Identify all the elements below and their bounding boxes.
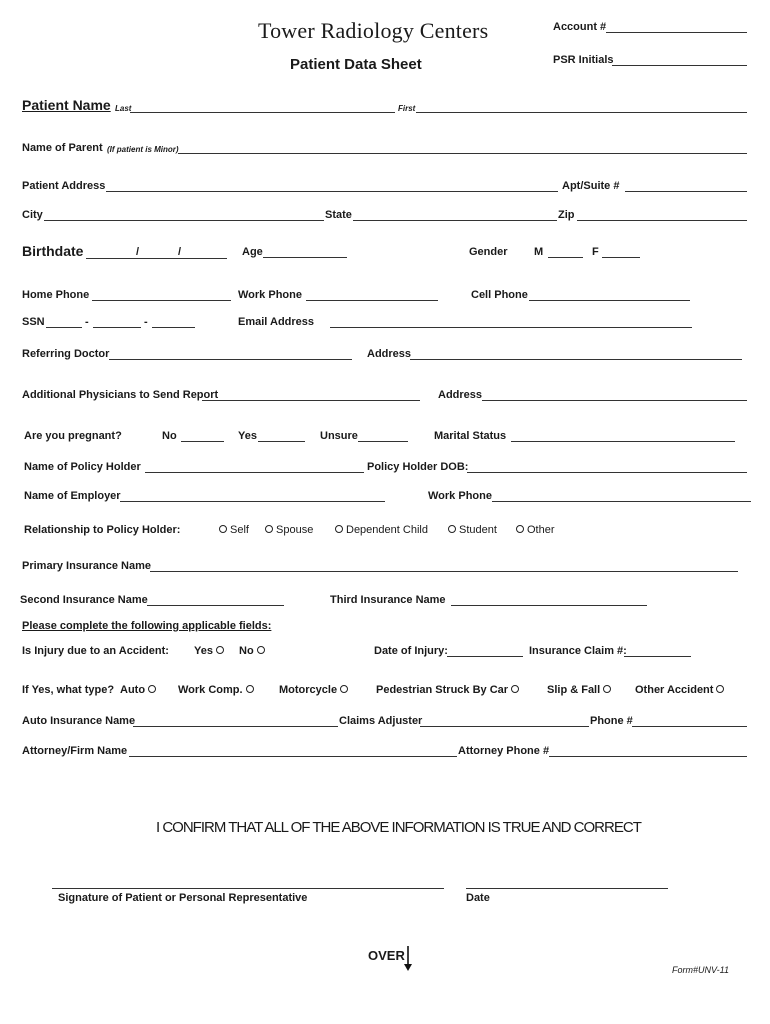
signature-label: Signature of Patient or Personal Representative	[58, 892, 308, 904]
attorney-label: Attorney/Firm Name	[22, 745, 128, 757]
claims-adjuster-field[interactable]	[420, 726, 589, 727]
city-label: City	[22, 209, 43, 221]
zip-label: Zip	[558, 209, 575, 221]
type-other-accident[interactable]: Other Accident	[635, 683, 727, 697]
employer-label: Name of Employer	[24, 490, 121, 502]
over-label: OVER	[368, 948, 405, 963]
additional-physicians-field[interactable]	[202, 400, 420, 401]
pregnant-no-field[interactable]	[181, 441, 224, 442]
policy-holder-field[interactable]	[145, 472, 364, 473]
apt-label: Apt/Suite #	[562, 180, 620, 192]
pregnant-label: Are you pregnant?	[24, 430, 122, 442]
referring-doctor-label: Referring Doctor	[22, 348, 110, 360]
ssn-label: SSN	[22, 316, 45, 328]
phone-field[interactable]	[632, 726, 747, 727]
dash-1: -	[85, 316, 89, 328]
primary-ins-label: Primary Insurance Name	[22, 560, 152, 572]
rel-student[interactable]: Student	[445, 523, 497, 537]
if-yes-label: If Yes, what type?	[22, 684, 115, 696]
ref-address-label: Address	[367, 348, 412, 360]
radio-circle-icon	[516, 525, 524, 533]
birthdate-field[interactable]	[86, 258, 227, 259]
attorney-field[interactable]	[129, 756, 457, 757]
female-field[interactable]	[602, 257, 640, 258]
radio-circle-icon	[448, 525, 456, 533]
pregnant-yes-field[interactable]	[258, 441, 305, 442]
rel-dependent-child[interactable]: Dependent Child	[332, 523, 428, 537]
male-field[interactable]	[548, 257, 583, 258]
auto-ins-field[interactable]	[133, 726, 338, 727]
date-injury-field[interactable]	[447, 656, 523, 657]
claim-field[interactable]	[624, 656, 691, 657]
ssn-field-2[interactable]	[93, 327, 141, 328]
page-title: Tower Radiology Centers	[258, 18, 489, 43]
slash-2: /	[178, 246, 182, 258]
radio-circle-icon	[265, 525, 273, 533]
psr-label: PSR Initials	[553, 54, 614, 66]
home-phone-label: Home Phone	[22, 289, 90, 301]
radio-circle-icon	[716, 685, 724, 693]
injury-no-option[interactable]: No	[239, 644, 268, 658]
parent-note: (If patient is Minor)	[107, 145, 179, 154]
date-label: Date	[466, 892, 490, 904]
add-address-label: Address	[438, 389, 483, 401]
injury-yes-option[interactable]: Yes	[194, 644, 227, 658]
radio-circle-icon	[340, 685, 348, 693]
ssn-field-1[interactable]	[46, 327, 82, 328]
no-label: No	[162, 430, 177, 442]
gender-label: Gender	[469, 246, 508, 258]
add-address-field[interactable]	[482, 400, 747, 401]
male-label: M	[534, 246, 544, 258]
first-name-field[interactable]	[416, 112, 747, 113]
date-injury-label: Date of Injury:	[374, 645, 448, 657]
relationship-label: Relationship to Policy Holder:	[24, 524, 181, 536]
referring-doctor-field[interactable]	[109, 359, 352, 360]
radio-circle-icon	[511, 685, 519, 693]
email-label: Email Address	[238, 316, 315, 328]
primary-ins-field[interactable]	[150, 571, 738, 572]
auto-ins-label: Auto Insurance Name	[22, 715, 136, 727]
phone-label: Phone #	[590, 715, 633, 727]
birthdate-label: Birthdate	[22, 243, 84, 259]
radio-circle-icon	[603, 685, 611, 693]
additional-physicians-label: Additional Physicians to Send Report	[22, 389, 219, 401]
rel-spouse[interactable]: Spouse	[262, 523, 313, 537]
date-field[interactable]	[466, 888, 668, 889]
form-number: Form#UNV-11	[672, 965, 730, 975]
pregnant-unsure-field[interactable]	[358, 441, 408, 442]
employer-field[interactable]	[120, 501, 385, 502]
patient-name-label: Patient Name	[22, 97, 111, 113]
third-ins-label: Third Insurance Name	[330, 594, 446, 606]
psr-field[interactable]	[612, 65, 747, 66]
policy-holder-label: Name of Policy Holder	[24, 461, 141, 473]
radio-circle-icon	[219, 525, 227, 533]
parent-field[interactable]	[178, 153, 747, 154]
city-field[interactable]	[44, 220, 324, 221]
type-auto[interactable]: Auto	[120, 683, 159, 697]
radio-circle-icon	[257, 646, 265, 654]
second-ins-field[interactable]	[147, 605, 284, 606]
signature-field[interactable]	[52, 888, 444, 889]
unsure-label: Unsure	[320, 430, 358, 442]
claim-label: Insurance Claim #:	[529, 645, 627, 657]
cell-phone-label: Cell Phone	[471, 289, 528, 301]
first-label: First	[398, 104, 416, 113]
last-name-field[interactable]	[130, 112, 395, 113]
type-pedestrian[interactable]: Pedestrian Struck By Car	[376, 683, 522, 697]
state-field[interactable]	[353, 220, 557, 221]
arrow-down-icon	[403, 946, 413, 977]
parent-label: Name of Parent	[22, 142, 103, 154]
type-slip-fall[interactable]: Slip & Fall	[547, 683, 614, 697]
address-field[interactable]	[106, 191, 558, 192]
ssn-field-3[interactable]	[152, 327, 195, 328]
age-field[interactable]	[263, 257, 347, 258]
emp-work-phone-field[interactable]	[492, 501, 751, 502]
address-label: Patient Address	[22, 180, 106, 192]
rel-self[interactable]: Self	[216, 523, 249, 537]
type-work-comp[interactable]: Work Comp.	[178, 683, 257, 697]
account-label: Account #	[553, 21, 607, 33]
injury-accident-label: Is Injury due to an Accident:	[22, 645, 169, 657]
policy-dob-label: Policy Holder DOB:	[367, 461, 469, 473]
policy-dob-field[interactable]	[467, 472, 747, 473]
radio-circle-icon	[148, 685, 156, 693]
last-label: Last	[115, 104, 132, 113]
work-phone-label: Work Phone	[238, 289, 302, 301]
attorney-phone-field[interactable]	[549, 756, 747, 757]
work-phone-field[interactable]	[306, 300, 438, 301]
attorney-phone-label: Attorney Phone #	[458, 745, 550, 757]
applicable-heading: Please complete the following applicable fields:	[22, 620, 272, 632]
marital-field[interactable]	[511, 441, 735, 442]
emp-work-phone-label: Work Phone	[428, 490, 492, 502]
rel-other[interactable]: Other	[513, 523, 555, 537]
apt-field[interactable]	[625, 191, 747, 192]
ref-address-field[interactable]	[410, 359, 742, 360]
claims-adjuster-label: Claims Adjuster	[339, 715, 423, 727]
confirm-statement: I CONFIRM THAT ALL OF THE ABOVE INFORMATION IS TRUE AND CORRECT	[156, 819, 641, 836]
third-ins-field[interactable]	[451, 605, 647, 606]
cell-phone-field[interactable]	[529, 300, 690, 301]
radio-circle-icon	[335, 525, 343, 533]
marital-label: Marital Status	[434, 430, 507, 442]
account-field[interactable]	[606, 32, 747, 33]
second-ins-label: Second Insurance Name	[20, 594, 148, 606]
slash-1: /	[136, 246, 140, 258]
page-subtitle: Patient Data Sheet	[290, 56, 422, 73]
radio-circle-icon	[246, 685, 254, 693]
female-label: F	[592, 246, 599, 258]
zip-field[interactable]	[577, 220, 747, 221]
state-label: State	[325, 209, 352, 221]
yes-label: Yes	[238, 430, 257, 442]
email-field[interactable]	[330, 327, 692, 328]
home-phone-field[interactable]	[92, 300, 231, 301]
type-motorcycle[interactable]: Motorcycle	[279, 683, 351, 697]
radio-circle-icon	[216, 646, 224, 654]
dash-2: -	[144, 316, 148, 328]
age-label: Age	[242, 246, 263, 258]
